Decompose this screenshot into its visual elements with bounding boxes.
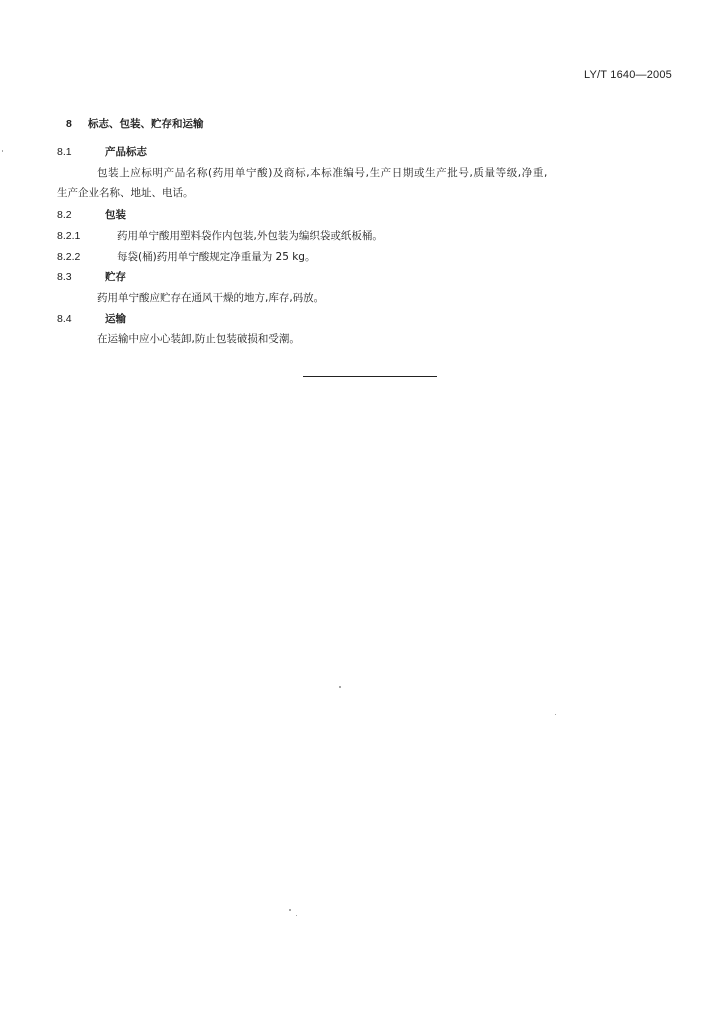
section-8-3-heading (57, 270, 126, 284)
scan-speck (339, 686, 341, 688)
section-8-title: 标志、包装、贮存和运输 (88, 118, 204, 130)
scan-speck (289, 909, 291, 911)
section-8-1-heading (57, 145, 147, 159)
section-8-number: 8 (66, 118, 72, 130)
section-8-4-number: 8.4 (57, 313, 72, 325)
scan-speck (555, 714, 556, 715)
section-8-1-paragraph-line1: 包装上应标明产品名称(药用单宁酸)及商标,本标准编号,生产日期或生产批号,质量等级,净重, (97, 167, 548, 179)
scan-speck (2, 150, 3, 152)
section-8-2-1-text: 药用单宁酸用塑料袋作内包装,外包装为编织袋或纸板桶。 (117, 230, 383, 242)
end-of-standard-rule (303, 376, 437, 377)
standard-code: LY/T 1640—2005 (583, 69, 672, 81)
scan-speck (296, 915, 297, 916)
section-8-2-heading (57, 208, 126, 222)
section-8-3-paragraph: 药用单宁酸应贮存在通风干燥的地方,库存,码放。 (97, 292, 325, 304)
section-8-3-title: 贮存 (105, 271, 126, 283)
section-8-4-heading (57, 312, 126, 326)
section-8-2-2-number: 8.2.2 (57, 251, 81, 263)
section-8-4-title: 运输 (105, 313, 126, 325)
section-8-1-paragraph-line2: 生产企业名称、地址、电话。 (57, 187, 194, 199)
section-8-2-2 (57, 250, 315, 264)
section-8-3-number: 8.3 (57, 271, 72, 283)
section-8-2-number: 8.2 (57, 209, 72, 221)
section-8-2-1 (57, 229, 383, 243)
section-8-2-title: 包装 (105, 209, 126, 221)
section-8-2-1-number: 8.2.1 (57, 230, 81, 242)
section-8-1-number: 8.1 (57, 146, 72, 158)
section-8-2-2-text: 每袋(桶)药用单宁酸规定净重量为 25 kg。 (117, 251, 316, 263)
section-8-4-paragraph: 在运输中应小心装卸,防止包装破损和受潮。 (97, 333, 300, 345)
section-8-1-title: 产品标志 (105, 146, 147, 158)
section-8-heading (66, 117, 204, 131)
